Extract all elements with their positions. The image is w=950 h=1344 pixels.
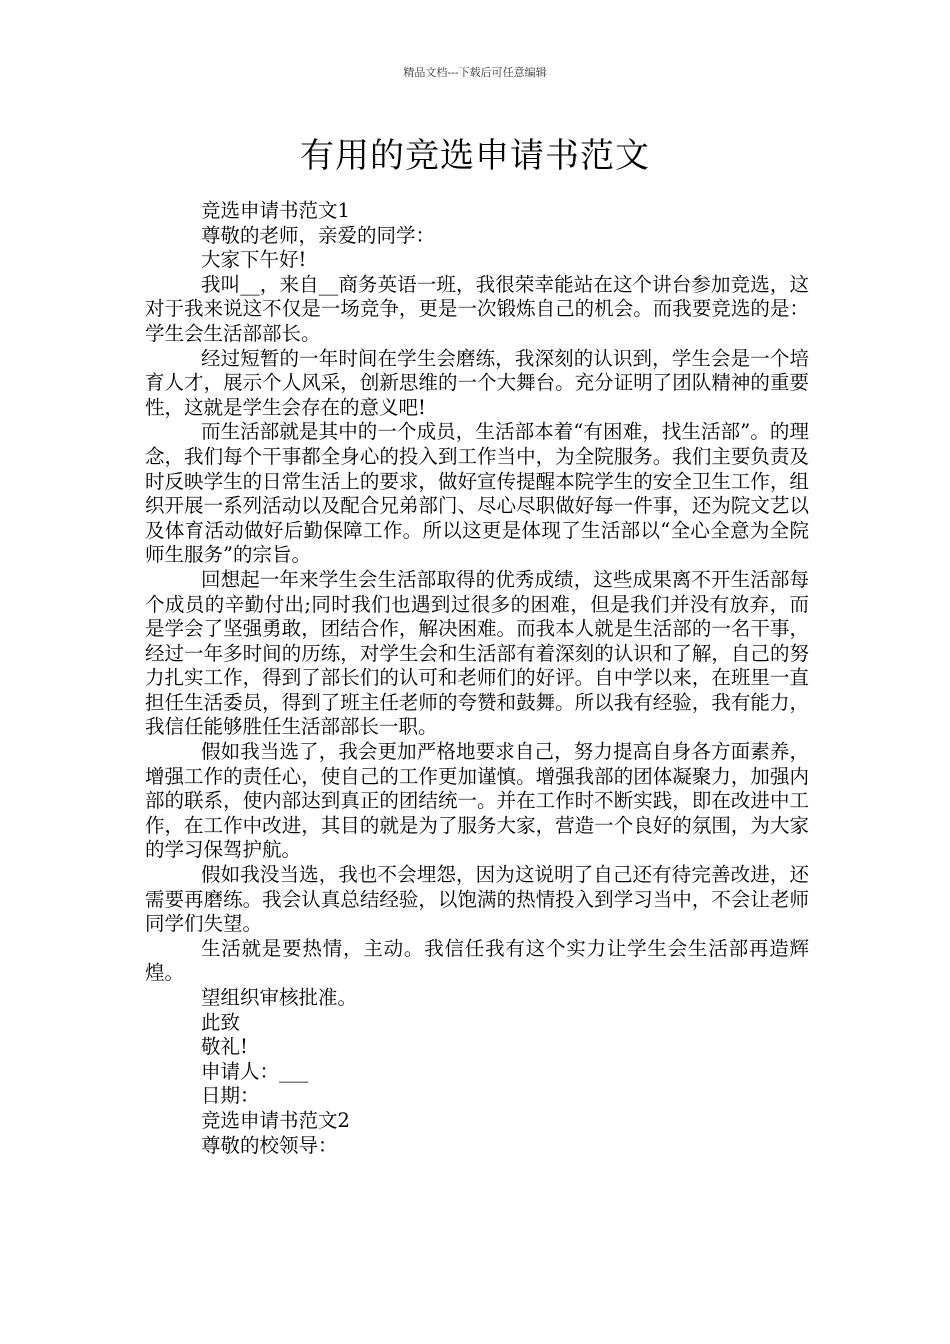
section-heading-1: 竞选申请书范文1: [201, 199, 350, 222]
request-line: 望组织审核批准。: [201, 986, 358, 1009]
paragraph-if-not-elected: 假如我没当选，我也不会埋怨，因为这说明了自己还有待完善改进，还需要再磨练。我会认真总结经验，以饱满的热情投入到学习当中，不会让老师同学们失望。: [145, 863, 809, 936]
paragraph-department: 而生活部就是其中的一个成员，生活部本着“有困难，找生活部”。的理念，我们每个干事都全身心的投入到工作当中，为全院服务。我们主要负责及时反映学生的日常生活上的要求，做好宣传提醒本院学生的安全卫生工作，组织开展一系列活动以及配合兄弟部门、尽心尽职做好每一件事，还为院文艺以及体育活动做好后勤保障工作。所以这更是体现了生活部以“全心全意为全院师生服务”的宗旨。: [145, 420, 809, 567]
paragraph-experience: 经过短暂的一年时间在学生会磨练，我深刻的认识到，学生会是一个培育人才，展示个人风采，创新思维的一个大舞台。充分证明了团队精神的重要性，这就是学生会存在的意义吧!: [145, 346, 809, 419]
paragraph-closing: 生活就是要热情，主动。我信任我有这个实力让学生会生活部再造辉煌。: [145, 936, 809, 985]
paragraph-achievements: 回想起一年来学生会生活部取得的优秀成绩，这些成果离不开生活部每个成员的辛勤付出;同时我们也遇到过很多的困难，但是我们并没有放弃，而是学会了坚强勇敢，团结合作，解决困难。而我本人就是生活部的一名干事，经过一年多时间的历练，对学生会和生活部有着深刻的认识和了解，自己的努力扎实工作，得到了部长们的认可和老师们的好评。自中学以来，在班里一直担任生活委员，得到了班主任老师的夸赞和鼓舞。所以我有经验，我有能力，我信任能够胜任生活部部长一职。: [145, 567, 809, 739]
document-body: [145, 199, 809, 1158]
section-heading-2: 竞选申请书范文2: [201, 1108, 350, 1132]
document-title: 有用的竞选申请书范文: [300, 136, 650, 176]
greeting: 大家下午好!: [201, 248, 307, 272]
closing-zhizhi: 此致: [201, 1010, 241, 1034]
paragraph-intro: 我叫__，来自__商务英语一班，我很荣幸能站在这个讲台参加竞选，这对于我来说这不仅是一场竞争，更是一次锻炼自己的机会。而我要竞选的是：学生会生活部部长。: [145, 272, 809, 345]
salutation: 尊敬的老师，亲爱的同学：: [201, 223, 436, 247]
closing-jingli: 敬礼!: [201, 1035, 248, 1059]
paragraph-if-elected: 假如我当选了，我会更加严格地要求自己，努力提高自身各方面素养，增强工作的责任心，使自己的工作更加谨慎。增强我部的团体凝聚力，加强内部的联系，使内部达到真正的团结统一。并在工作时不断实践，即在改进中工作，在工作中改进，其目的就是为了服务大家，营造一个良好的氛围，为大家的学习保驾护航。: [145, 740, 809, 862]
header-note: 精品文档---下载后可任意编辑: [403, 66, 547, 79]
applicant-line: 申请人：___: [201, 1059, 309, 1083]
salutation-2: 尊敬的校领导：: [201, 1133, 338, 1157]
date-line: 日期：: [201, 1084, 260, 1108]
